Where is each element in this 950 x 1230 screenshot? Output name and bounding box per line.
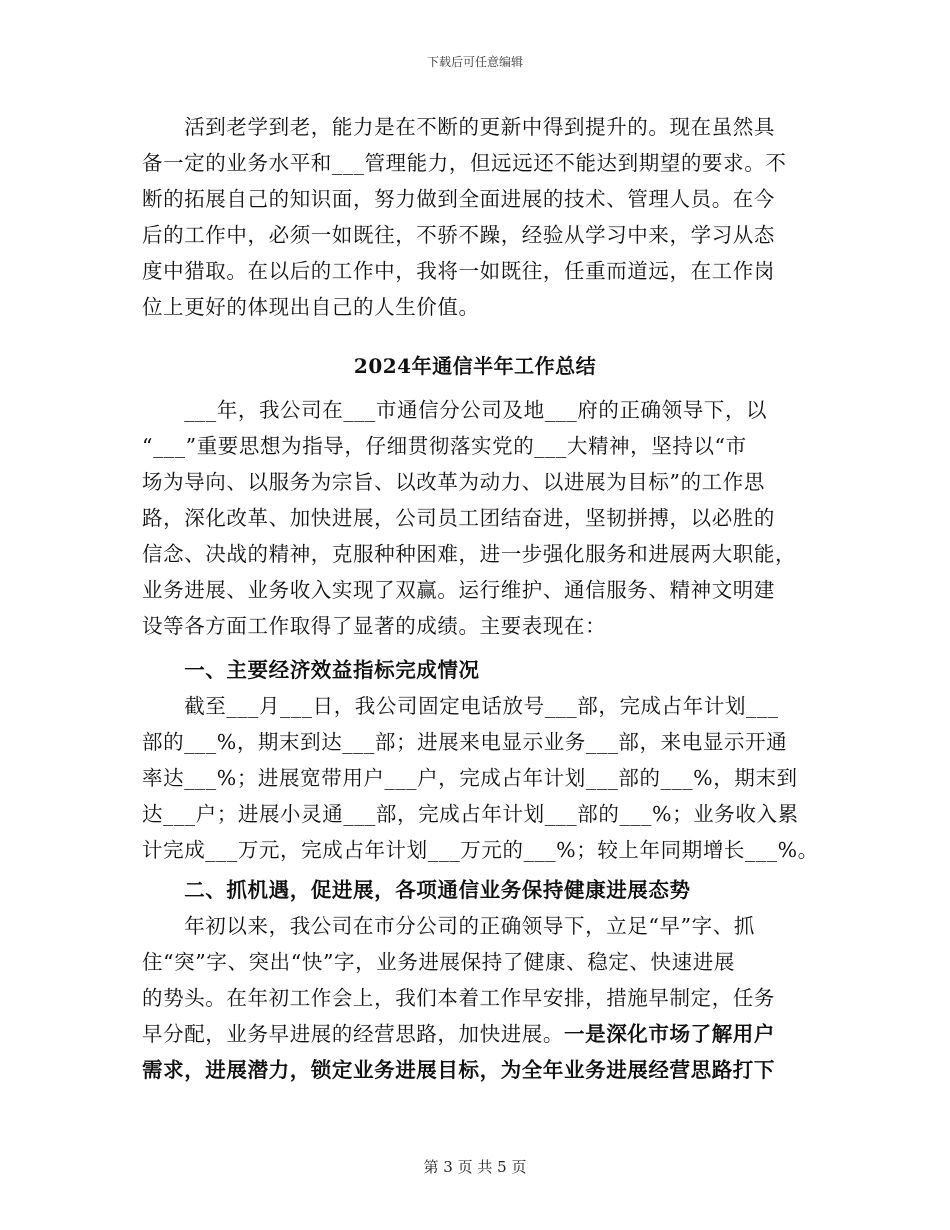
body-line-text: 截至___月___日，我公司固定电话放号___部，完成占年计划___ <box>142 694 779 718</box>
body-line-bold-text: 一是深化市场了解用户 <box>564 1022 775 1046</box>
body-line-text: 的势头。在年初工作会上，我们本着工作早安排，措施早制定，任务 <box>142 986 775 1010</box>
body-line <box>142 1057 812 1083</box>
body-line <box>142 294 812 320</box>
body-line <box>142 913 812 939</box>
body-line-text: 活到老学到老，能力是在不断的更新中得到提升的。现在虽然具 <box>142 115 775 139</box>
body-line-text: 部的___%，期末到达___部；进展来电显示业务___部，来电显示开通 <box>142 730 788 754</box>
body-line <box>142 258 812 284</box>
body-line <box>142 469 812 495</box>
body-line-text: 需求，进展潜力，锁定业务进展目标，为全年业务进展经营思路打下 <box>142 1058 775 1082</box>
body-line-text: 后的工作中，必须一如既往，不骄不躁，经验从学习中来，学习从态 <box>142 223 775 247</box>
body-line <box>142 801 812 827</box>
body-line <box>142 729 812 755</box>
body-line-text: 早分配，业务早进展的经营思路，加快进展。 <box>142 1022 564 1046</box>
body-line-text: 信念、决战的精神，克服种种困难，进一步强化服务和进展两大职能， <box>142 542 797 566</box>
body-line-text: “___”重要思想为指导，仔细贯彻落实党的___大精神，坚持以“市 <box>142 434 747 458</box>
body-line-text: 备一定的业务水平和___管理能力，但远远还不能达到期望的要求。不 <box>142 151 787 175</box>
body-line-text: 一、主要经济效益指标完成情况 <box>142 658 480 682</box>
body-line <box>142 186 812 212</box>
body-line <box>142 693 812 719</box>
body-line <box>142 397 812 423</box>
body-line <box>142 985 812 1011</box>
body-line <box>142 949 812 975</box>
body-line-text: 达___户；进展小灵通___部，完成占年计划___部的___%；业务收入累 <box>142 802 799 826</box>
body-line <box>142 150 812 176</box>
body-line <box>142 765 812 791</box>
body-line <box>142 577 812 603</box>
body-line-text: 二、抓机遇，促进展，各项通信业务保持健康进展态势 <box>142 878 691 902</box>
body-line <box>142 837 819 863</box>
body-line-text: 位上更好的体现出自己的人生价值。 <box>142 295 480 319</box>
body-line <box>142 114 812 140</box>
body-line-text: 路，深化改革、加快进展，公司员工团结奋进，坚韧拼搏，以必胜的 <box>142 506 775 530</box>
body-line-text: 计完成___万元，完成占年计划___万元的___%；较上年同期增长___%。 <box>142 838 819 862</box>
document-title: 2024年通信半年工作总结 <box>353 354 597 378</box>
body-line <box>142 505 812 531</box>
body-line <box>142 877 812 903</box>
body-line-text: 场为导向、以服务为宗旨、以改革为动力、以进展为目标”的工作思 <box>142 470 765 494</box>
page-footer: 第 3 页 共 5 页 <box>423 1158 527 1176</box>
body-line <box>142 657 812 683</box>
body-line-text: 率达___%；进展宽带用户___户，完成占年计划___部的___%，期末到 <box>142 766 798 790</box>
body-line-text: 度中猎取。在以后的工作中，我将一如既往，任重而道远，在工作岗 <box>142 259 775 283</box>
body-line <box>142 222 812 248</box>
body-line <box>142 541 812 567</box>
body-line-text: 年初以来，我公司在市分公司的正确领导下，立足“早”字、抓 <box>142 914 755 938</box>
body-line-text: 设等各方面工作取得了显著的成绩。主要表现在： <box>142 614 607 638</box>
body-line-text: 住“突”字、突出“快”字，业务进展保持了健康、稳定、快速进展 <box>142 950 735 974</box>
body-line <box>142 613 812 639</box>
body-line-text: 断的拓展自己的知识面，努力做到全面进展的技术、管理人员。在今 <box>142 187 775 211</box>
body-line <box>142 1021 812 1047</box>
body-line-text: 业务进展、业务收入实现了双赢。运行维护、通信服务、精神文明建 <box>142 578 775 602</box>
body-line-text: ___年，我公司在___市通信分公司及地___府的正确领导下，以 <box>142 398 768 422</box>
body-line <box>142 433 812 459</box>
page-header: 下载后可任意编辑 <box>426 55 523 69</box>
